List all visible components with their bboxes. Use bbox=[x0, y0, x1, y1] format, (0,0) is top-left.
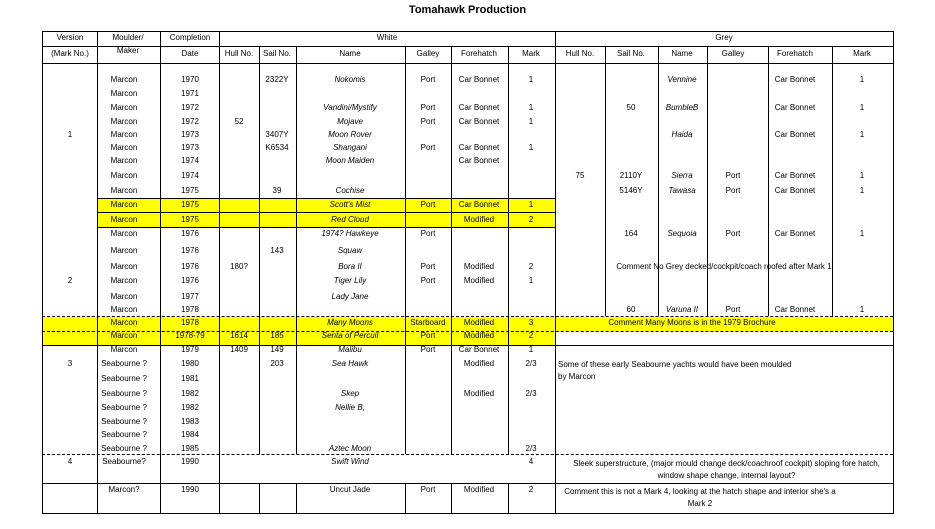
header-grey-sailno: Sail No. bbox=[616, 49, 646, 58]
table-cell: Marcon bbox=[110, 215, 138, 224]
header-version-sub: (Mark No.) bbox=[51, 49, 89, 58]
table-cell: Cochise bbox=[335, 186, 365, 195]
table-cell: Modified bbox=[463, 389, 495, 398]
version-label: 4 bbox=[67, 457, 73, 466]
table-cell: 1984 bbox=[181, 430, 199, 439]
table-cell: Marcon bbox=[110, 186, 138, 195]
grey-cell: 75 bbox=[575, 171, 585, 180]
grey-cell: Port bbox=[725, 305, 741, 314]
version-label: 1 bbox=[67, 130, 73, 139]
table-cell: Marcon bbox=[110, 246, 138, 255]
table-cell: 1983 bbox=[181, 417, 199, 426]
table-cell: Marcon bbox=[110, 262, 138, 271]
table-cell: 1614 bbox=[230, 331, 248, 340]
table-cell: Port bbox=[420, 262, 436, 271]
table-cell: 1974 bbox=[181, 156, 199, 165]
table-cell: 149 bbox=[270, 345, 284, 354]
table-cell: Modified bbox=[463, 318, 495, 327]
table-cell: Port bbox=[420, 75, 436, 84]
table-cell: 52 bbox=[234, 117, 244, 126]
table-cell: Port bbox=[420, 276, 436, 285]
table-cell: 203 bbox=[270, 359, 284, 368]
table-cell: Seabourne ? bbox=[101, 444, 147, 453]
table-cell: Marcon bbox=[110, 200, 138, 209]
table-cell: Marcon bbox=[110, 143, 138, 152]
table-cell: 1973 bbox=[181, 143, 199, 152]
table-cell: Marcon bbox=[110, 276, 138, 285]
table-cell: Car Bonnet bbox=[458, 143, 500, 152]
table-cell: Vandini/Mystify bbox=[323, 103, 377, 112]
table-cell: 1978 bbox=[181, 318, 199, 327]
table-cell: Port bbox=[420, 200, 436, 209]
table-cell: Modified bbox=[463, 276, 495, 285]
table-cell: 3 bbox=[528, 318, 534, 327]
table-cell: Nellie B, bbox=[335, 403, 365, 412]
header-moulder-sub: Maker bbox=[116, 46, 140, 55]
table-cell: 1972 bbox=[181, 103, 199, 112]
table-cell: 2 bbox=[528, 485, 534, 494]
table-cell: 2 bbox=[528, 262, 534, 271]
table-cell: 1 bbox=[528, 143, 534, 152]
table-cell: 1990 bbox=[181, 485, 199, 494]
table-cell: Starboard bbox=[410, 318, 446, 327]
table-cell: 1 bbox=[528, 75, 534, 84]
header-white-mark: Mark bbox=[522, 49, 540, 58]
table-cell: Marcon bbox=[110, 171, 138, 180]
table-cell: 1976 bbox=[181, 246, 199, 255]
table-cell: Seabourne ? bbox=[101, 430, 147, 439]
table-cell: 1982 bbox=[181, 403, 199, 412]
table-cell: Seabourne ? bbox=[101, 389, 147, 398]
table-cell: 2/3 bbox=[525, 359, 537, 368]
grey-cell: 50 bbox=[626, 103, 636, 112]
table-cell: 1 bbox=[528, 345, 534, 354]
grey-cell: Car Bonnet bbox=[774, 130, 816, 139]
grey-cell: 1 bbox=[859, 103, 865, 112]
table-cell: 1409 bbox=[230, 345, 248, 354]
grey-cell: 60 bbox=[626, 305, 636, 314]
grey-cell: Car Bonnet bbox=[774, 229, 816, 238]
table-cell: 2 bbox=[528, 331, 534, 340]
table-cell: Moon Maiden bbox=[325, 156, 375, 165]
grey-cell: Vennine bbox=[667, 75, 697, 84]
table-cell: Uncut Jade bbox=[329, 485, 371, 494]
table-cell: Marcon bbox=[110, 130, 138, 139]
header-grey-forehatch: Forehatch bbox=[776, 49, 814, 58]
comment-seabourne: Some of these early Seabourne yachts would have been moulded by Marcon bbox=[558, 360, 792, 381]
header-grey-galley: Galley bbox=[721, 49, 745, 58]
table-cell: 2 bbox=[528, 215, 534, 224]
page-title: Tomahawk Production bbox=[408, 4, 527, 16]
table-cell: Sea Hawk bbox=[331, 359, 369, 368]
table-cell: 1975 bbox=[181, 186, 199, 195]
comment-many-moons: Comment Many Moons is in the 1979 Brochure bbox=[608, 318, 776, 327]
table-cell: Nokomis bbox=[334, 75, 366, 84]
grey-cell: Car Bonnet bbox=[774, 186, 816, 195]
table-cell: 39 bbox=[272, 186, 282, 195]
header-white-hullno: Hull No. bbox=[224, 49, 254, 58]
table-cell: Port bbox=[420, 103, 436, 112]
table-cell: 1974? Hawkeye bbox=[321, 229, 379, 238]
header-moulder: Moulder/ bbox=[112, 33, 144, 42]
table-cell: Marcon bbox=[110, 229, 138, 238]
group-grey: Grey bbox=[715, 33, 733, 42]
table-cell: Shangani bbox=[333, 143, 367, 152]
grey-cell: 1 bbox=[859, 171, 865, 180]
table-cell: Marcon bbox=[110, 75, 138, 84]
grey-cell: 1 bbox=[859, 305, 865, 314]
table-cell: 1975 bbox=[181, 200, 199, 209]
header-white-name: Name bbox=[339, 49, 361, 58]
table-cell: Seabourne ? bbox=[101, 374, 147, 383]
table-cell: 1 bbox=[528, 117, 534, 126]
table-cell: 1974 bbox=[181, 171, 199, 180]
table-cell: 1970 bbox=[181, 75, 199, 84]
table-cell: 1971 bbox=[181, 89, 199, 98]
table-cell: Marcon bbox=[110, 156, 138, 165]
header-version: Version bbox=[56, 33, 84, 42]
grey-cell: Car Bonnet bbox=[774, 103, 816, 112]
table-cell: 1976 bbox=[181, 276, 199, 285]
table-cell: Modified bbox=[463, 485, 495, 494]
table-cell: Modified bbox=[463, 262, 495, 271]
table-cell: Swift Wind bbox=[331, 457, 369, 466]
table-cell: Marcon bbox=[110, 89, 138, 98]
header-grey-name: Name bbox=[671, 49, 693, 58]
table-cell: 1 bbox=[528, 103, 534, 112]
table-cell: Port bbox=[420, 485, 436, 494]
table-cell: Seabourne ? bbox=[101, 417, 147, 426]
header-completion: Completion bbox=[169, 33, 211, 42]
table-cell: 185 bbox=[270, 331, 284, 340]
table-cell: 1972 bbox=[181, 117, 199, 126]
table-cell: 1980 bbox=[181, 359, 199, 368]
table-cell: 143 bbox=[270, 246, 284, 255]
version-label: 2 bbox=[67, 276, 73, 285]
table-cell: Car Bonnet bbox=[458, 200, 500, 209]
table-cell: Port bbox=[420, 143, 436, 152]
table-cell: Car Bonnet bbox=[458, 103, 500, 112]
table-cell: K6534 bbox=[265, 143, 289, 152]
table-cell: 1982 bbox=[181, 389, 199, 398]
grey-cell: Port bbox=[725, 229, 741, 238]
table-cell: Aztec Moon bbox=[328, 444, 372, 453]
grey-cell: Varuna II bbox=[665, 305, 699, 314]
grey-cell: Car Bonnet bbox=[774, 75, 816, 84]
comment-not-mark4: Comment this is not a Mark 4, looking at the hatch shape and interior she's a Mark 2 bbox=[564, 487, 836, 508]
table-cell: Marcon bbox=[110, 292, 138, 301]
version-label: 3 bbox=[67, 359, 73, 368]
grey-cell: 2110Y bbox=[619, 171, 643, 180]
header-white-sailno: Sail No. bbox=[262, 49, 292, 58]
header-white-forehatch: Forehatch bbox=[460, 49, 498, 58]
table-cell: Modified bbox=[463, 359, 495, 368]
table-cell: 2/3 bbox=[525, 389, 537, 398]
table-cell: Car Bonnet bbox=[458, 117, 500, 126]
grey-cell: Port bbox=[725, 171, 741, 180]
table-cell: Lady Jane bbox=[331, 292, 369, 301]
header-white-galley: Galley bbox=[416, 49, 440, 58]
table-cell: Many Moons bbox=[327, 318, 373, 327]
grey-cell: 1 bbox=[859, 130, 865, 139]
table-cell: Marcon bbox=[110, 117, 138, 126]
grey-cell: Sierra bbox=[671, 171, 693, 180]
table-cell: 2/3 bbox=[525, 444, 537, 453]
table-cell: Mojave bbox=[337, 117, 363, 126]
table-cell: 3407Y bbox=[265, 130, 289, 139]
grey-cell: BumbleB bbox=[665, 103, 699, 112]
table-cell: Port bbox=[420, 345, 436, 354]
table-cell: 2322Y bbox=[265, 75, 289, 84]
table-cell: 1976 bbox=[181, 262, 199, 271]
table-cell: 1 bbox=[528, 200, 534, 209]
table-cell: 1978-79 bbox=[175, 331, 205, 340]
table-cell: Tiger Lily bbox=[333, 276, 367, 285]
table-cell: Bora II bbox=[338, 262, 362, 271]
table-cell: 1990 bbox=[181, 457, 199, 466]
table-cell: Red Cloud bbox=[331, 215, 369, 224]
grey-cell: Tawasa bbox=[668, 186, 696, 195]
table-cell: Scott's Mist bbox=[329, 200, 371, 209]
table-cell: Moon Rover bbox=[328, 130, 372, 139]
grey-cell: Sequoia bbox=[667, 229, 697, 238]
grey-cell: Car Bonnet bbox=[774, 305, 816, 314]
table-cell: 4 bbox=[528, 457, 534, 466]
table-cell: Port bbox=[420, 331, 436, 340]
table-cell: 1977 bbox=[181, 292, 199, 301]
table-cell: 1981 bbox=[181, 374, 199, 383]
table-cell: Marcon bbox=[110, 345, 138, 354]
header-grey-hullno: Hull No. bbox=[565, 49, 595, 58]
table-cell: Car Bonnet bbox=[458, 75, 500, 84]
header-grey-mark: Mark bbox=[853, 49, 871, 58]
header-completion-sub: Date bbox=[181, 49, 199, 58]
table-cell: 1979 bbox=[181, 345, 199, 354]
table-cell: Seabourne ? bbox=[101, 403, 147, 412]
table-cell: Marcon bbox=[110, 305, 138, 314]
table-cell: 1 bbox=[528, 276, 534, 285]
table-cell: Port bbox=[420, 117, 436, 126]
grey-cell: Port bbox=[725, 186, 741, 195]
grey-cell: Car Bonnet bbox=[774, 171, 816, 180]
grey-cell: 5146Y bbox=[619, 186, 643, 195]
table-cell: Port bbox=[420, 229, 436, 238]
comment-no-grey: Comment No Grey decked/cockpit/coach roofed after Mark 1 bbox=[616, 262, 832, 271]
table-cell: 1985 bbox=[181, 444, 199, 453]
table-cell: Squaw bbox=[337, 246, 363, 255]
comment-sleek-superstructure: Sleek superstructure, (major mould change deck/coachroof cockpit) sloping fore hatch, window shape change, internal layout? bbox=[573, 459, 880, 480]
grey-cell: Haida bbox=[671, 130, 693, 139]
table-cell: Marcon bbox=[110, 318, 138, 327]
table-cell: Modified bbox=[463, 215, 495, 224]
table-cell: Skep bbox=[340, 389, 360, 398]
table-cell: Malibu bbox=[338, 345, 362, 354]
grey-cell: 1 bbox=[859, 75, 865, 84]
table-cell: 1973 bbox=[181, 130, 199, 139]
table-cell: 1978 bbox=[181, 305, 199, 314]
grey-cell: 1 bbox=[859, 186, 865, 195]
table-cell: Modified bbox=[463, 331, 495, 340]
table-cell: Marcon? bbox=[108, 485, 140, 494]
table-cell: 1975 bbox=[181, 215, 199, 224]
table-cell: Car Bonnet bbox=[458, 156, 500, 165]
table-cell: Marcon bbox=[110, 331, 138, 340]
table-cell: Senta of Percuil bbox=[321, 331, 379, 340]
table-cell: 180? bbox=[230, 262, 248, 271]
table-cell: Marcon bbox=[110, 103, 138, 112]
grey-cell: 1 bbox=[859, 229, 865, 238]
group-white: White bbox=[376, 33, 398, 42]
table-cell: 1976 bbox=[181, 229, 199, 238]
grey-cell: 164 bbox=[624, 229, 638, 238]
table-cell: Car Bonnet bbox=[458, 345, 500, 354]
table-cell: Seabourne? bbox=[102, 457, 146, 466]
table-cell: Seabourne ? bbox=[101, 359, 147, 368]
